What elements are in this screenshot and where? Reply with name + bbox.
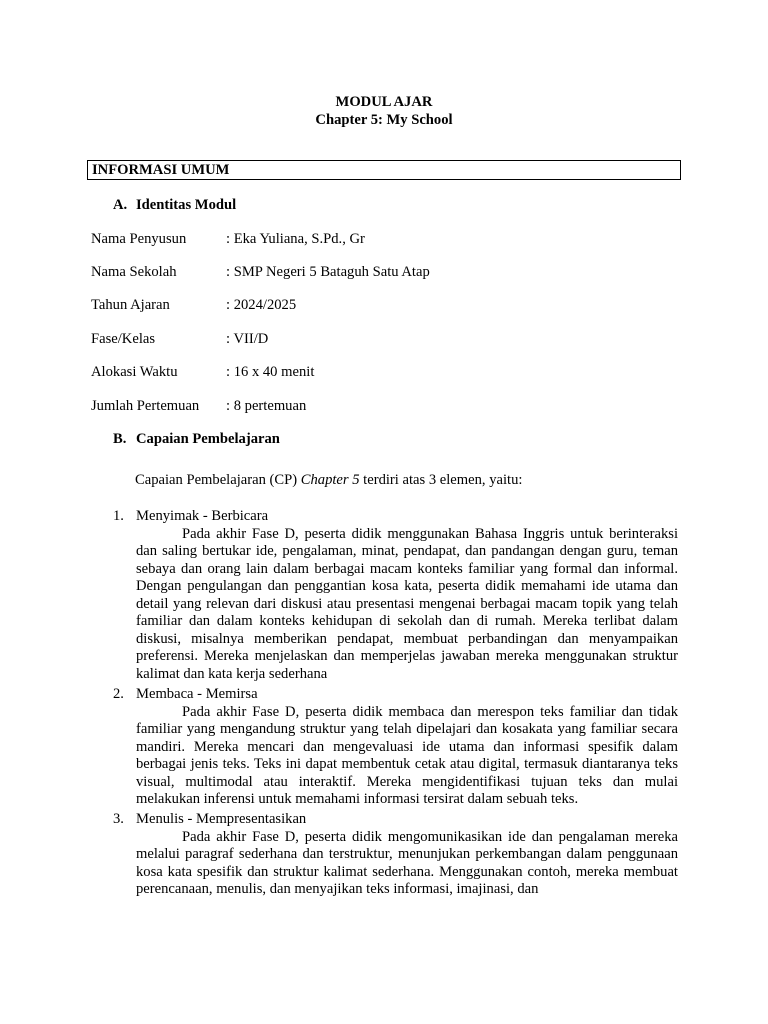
cp-intro-after: terdiri atas 3 elemen, yaitu: [359, 472, 523, 488]
list-item-paragraph: Pada akhir Fase D, peserta didik membaca dan merespon teks familiar dan tidak familiar yang mengandung struktur yang telah dipelajari dan kosakata yang familiar secara mandiri. Mereka mencari dan mengevaluasi ide utama dan informasi spesifik dalam berbagai jenis teks. Teks ini dapat membentuk cetak atau digital, termasuk diantaranya teks visual, multimodal atau interaktif. Mereka mengidentifikasi tujuan teks dan mulai melakukan inferensi untuk memahami informasi tersirat dalam sebuah teks. [136, 703, 678, 807]
cp-intro-before: Capaian Pembelajaran (CP) [135, 472, 301, 488]
identity-label: Fase/Kelas [91, 331, 156, 347]
cp-intro-italic: Chapter 5 [300, 472, 360, 488]
list-item-title: Menyimak - Berbicara [136, 508, 269, 524]
document-subtitle: Chapter 5: My School [315, 112, 453, 128]
identity-label: Jumlah Pertemuan [91, 398, 200, 414]
section-a-letter: A. [113, 197, 128, 213]
identity-label: Alokasi Waktu [91, 364, 178, 380]
section-b-letter: B. [113, 431, 127, 447]
identity-value: : 8 pertemuan [226, 398, 307, 414]
section-a-heading [113, 197, 236, 215]
list-number: 3. [113, 811, 124, 827]
list-item-title: Menulis - Mempresentasikan [136, 811, 307, 827]
section-b-title: Capaian Pembelajaran [136, 431, 280, 447]
list-item-title: Membaca - Memirsa [136, 686, 258, 702]
identity-label: Tahun Ajaran [91, 297, 170, 313]
document-title: MODUL AJAR [335, 94, 433, 110]
identity-label: Nama Sekolah [91, 264, 177, 280]
identity-label: Nama Penyusun [91, 231, 187, 247]
identity-value: : VII/D [226, 331, 269, 347]
identity-value: : SMP Negeri 5 Bataguh Satu Atap [226, 264, 430, 280]
list-number: 2. [113, 686, 124, 702]
section-a-title: Identitas Modul [136, 197, 237, 213]
identity-value: : 2024/2025 [226, 297, 297, 313]
section-b-heading [113, 431, 280, 449]
identity-value: : Eka Yuliana, S.Pd., Gr [226, 231, 365, 247]
info-umum-box: INFORMASI UMUM [87, 160, 681, 180]
cp-intro-text [135, 472, 522, 490]
list-number: 1. [113, 508, 124, 524]
list-item-paragraph: Pada akhir Fase D, peserta didik mengomunikasikan ide dan pengalaman mereka melalui paragraf sederhana dan terstruktur, menunjukan perkembangan dalam penggunaan kosa kata spesifik dan struktur kalimat sederhana. Menggunakan contoh, mereka membuat perencanaan, menulis, dan menyajikan teks informasi, imajinasi, dan [136, 828, 678, 897]
list-item-paragraph: Pada akhir Fase D, peserta didik menggunakan Bahasa Inggris untuk berinteraksi dan saling bertukar ide, pengalaman, minat, pendapat, dan pandangan dengan guru, teman sebaya dan orang lain dalam berbagai macam konteks familiar yang formal dan informal. Dengan pengulangan dan penggantian kosa kata, peserta didik memahami ide utama dan detail yang relevan dari diskusi atau presentasi mengenai berbagai macam topik yang telah familiar dan dalam konteks kehidupan di sekolah dan di rumah. Mereka terlibat dalam diskusi, misalnya memberikan pendapat, membuat perbandingan dan menyampaikan preferensi. Mereka menjelaskan dan memperjelas jawaban mereka menggunakan struktur kalimat dan kata kerja sederhana [136, 525, 678, 682]
identity-value: : 16 x 40 menit [226, 364, 315, 380]
